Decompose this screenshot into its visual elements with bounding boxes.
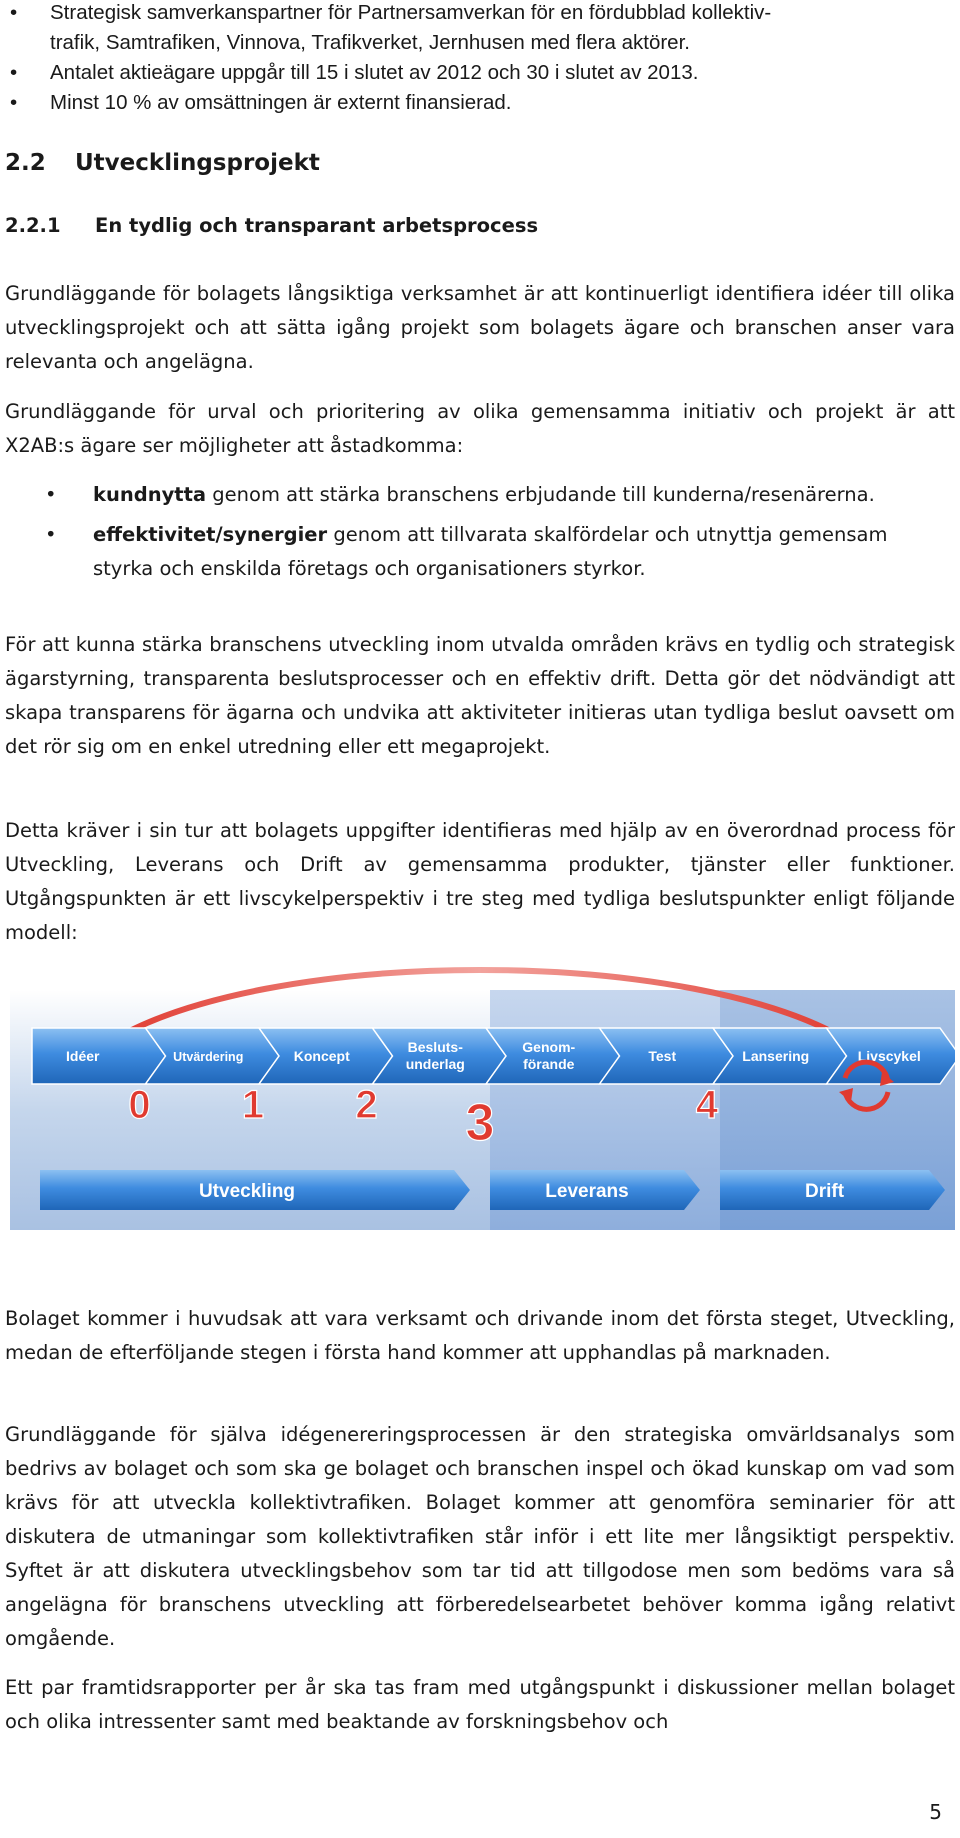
phase-arrows [40,1170,945,1210]
list-item [10,58,955,88]
bullet-icon: • [10,61,18,84]
decision-point-label: 0 [128,1083,151,1127]
process-step-label: förande [523,1056,575,1072]
paragraph: Ett par framtidsrapporter per år ska tas fram med utgångspunkt i diskussioner mellan bolaget och olika intressenter samt med beaktande av forskningsbehov och [5,1676,955,1733]
subsection-title: En tydlig och transparant arbetsprocess [95,214,539,237]
top-bullet-list [10,0,955,118]
list-item-text: trafik, Samtrafiken, Vinnova, Trafikverket, Jernhusen med flera aktörer. [50,31,690,54]
process-step-label: Besluts- [407,1039,463,1055]
paragraph: Bolaget kommer i huvudsak att vara verksamt och drivande inom det första steget, Utveckling, medan de efterföljande stegen i första hand kommer att upphandlas på marknaden. [5,1307,955,1364]
process-step-label: Genom- [522,1039,576,1055]
paragraph: För att kunna stärka branschens utveckling inom utvalda områden krävs en tydlig och strategisk ägarstyrning, transparenta beslutsprocesser och en effektiv drift. Detta gör det nödvändigt att skapa transparens för ägarna och undvika att aktiviteter initieras utan tydliga beslut oavsett om det rör sig om en enkel utredning eller ett megaprojekt. [5,633,955,758]
subsection-heading [5,214,538,237]
section-heading [5,150,320,176]
list-item-text: Minst 10 % av omsättningen är externt finansierad. [50,91,512,114]
process-step-label: Livscykel [857,1048,921,1064]
goal-term: effektivitet/synergier [93,523,328,546]
bullet-icon: • [10,1,18,24]
process-model-diagram [10,960,955,1250]
phase-label: Leverans [545,1181,629,1202]
process-step-label: Idéer [66,1048,100,1064]
process-step-label: Lansering [742,1048,810,1064]
list-item-text: Antalet aktieägare uppgår till 15 i slutet av 2012 och 30 i slutet av 2013. [50,61,699,84]
decision-point-label: 3 [465,1094,495,1152]
paragraph: Grundläggande för urval och prioritering av olika gemensamma initiativ och projekt är att X2AB:s ägare ser möjligheter att åstadkomma: [5,400,955,457]
list-item [45,478,915,512]
bullet-icon: • [45,483,57,506]
list-item [10,0,955,58]
subsection-number: 2.2.1 [5,214,61,237]
goal-term: kundnytta [93,483,207,506]
process-steps [32,1028,955,1084]
paragraph: Detta kräver i sin tur att bolagets uppgifter identifieras med hjälp av en överordnad process för Utveckling, Leverans och Drift av gemensamma produkter, tjänster eller funktioner. Utgångspunkten är ett livscykelperspektiv i tre steg med tydliga beslutspunkter enligt följande modell: [5,819,955,944]
section-title: Utvecklingsprojekt [75,150,320,176]
list-item-text: Strategisk samverkanspartner för Partnersamverkan för en fördubblad kollektiv- [50,1,772,24]
decision-point-label: 4 [695,1083,719,1127]
phase-label: Utveckling [198,1181,296,1202]
bullet-icon: • [10,91,18,114]
phase-label: Drift [804,1181,845,1202]
list-item [45,518,915,586]
bullet-icon: • [45,523,57,546]
decision-point-label: 2 [355,1083,378,1127]
process-step-label: Utvärdering [173,1050,244,1064]
goal-bullet-list [45,478,915,586]
page-number: 5 [929,1800,942,1824]
process-step-label: Koncept [293,1048,350,1064]
paragraph: Grundläggande för själva idégenereringsprocessen är den strategiska omvärldsanalys som bedrivs av bolaget och som ska ge bolaget och branschen inspel och ökad kunskap om vad som krävs för att utveckla kollektivtrafiken. Bolaget kommer att genomföra seminarier för att diskutera de utmaningar som kollektivtrafiken står inför i ett lite mer långsiktigt perspektiv. Syftet är att diskutera utvecklingsbehov som tar tid att tillgodose men som bedöms vara så angelägna för branschens utveckling att förberedelsearbetet behöver komma igång relativt omgående. [5,1423,955,1650]
process-model-svg [10,960,955,1250]
paragraph: Grundläggande för bolagets långsiktiga verksamhet är att kontinuerligt identifiera idéer till olika utvecklingsprojekt och att sätta igång projekt som bolagets ägare och branschen anser vara relevanta och angelägna. [5,282,955,373]
decision-point-label: 1 [241,1083,265,1127]
section-number: 2.2 [5,150,46,176]
process-step-label: underlag [405,1056,465,1072]
goal-description: genom att stärka branschens erbjudande till kunderna/resenärerna. [206,483,875,506]
process-step-label: Test [648,1048,677,1064]
list-item [10,88,955,118]
goal-description: genom att tillvarata skalfördelar och utnyttja gemensam styrka och enskilda företags och organisationers styrkor. [93,523,888,580]
